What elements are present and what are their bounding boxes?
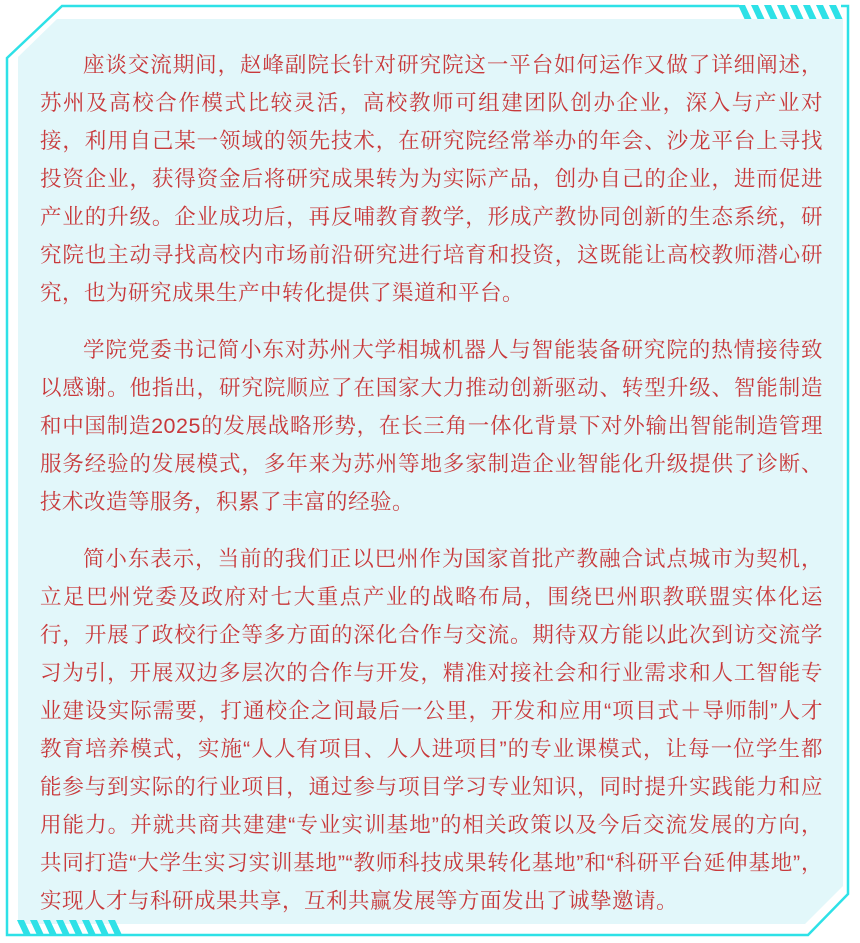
paragraph-forum-exchange: 座谈交流期间，赵峰副院长针对研究院这一平台如何运作又做了详细阐述，苏州及高校合作模式比较灵活，高校教师可组建团队创办企业，深入与产业对接，利用自己某一领域的领先技术，在研究院经常举办的年会、沙龙平台上寻找投资企业，获得资金后将研究成果转为为实际产品，创办自己的企业，进而促进产业的升级。企业成功后，再反哺教育教学，形成产教协同创新的生态系统，研究院也主动寻找高校内市场前沿研究进行培育和投资，这既能让高校教师潜心研究，也为研究成果生产中转化提供了渠道和平台。 — [40, 53, 823, 305]
slash-marks-top-right-icon — [738, 5, 843, 19]
paragraph-thanks: 学院党委书记简小东对苏州大学相城机器人与智能装备研究院的热情接待致以感谢。他指出，研究院顺应了在国家大力推动创新驱动、转型升级、智能制造和中国制造2025的发展战略形势，在长三角一体化背景下对外输出智能制造管理服务经验的发展模式，多年来为苏州等地多家制造企业智能化升级提供了诊断、技术改造等服务，积累了丰富的经验。 — [40, 338, 823, 514]
article-body — [40, 46, 823, 920]
paragraph-invitation: 简小东表示，当前的我们正以巴州作为国家首批产教融合试点城市为契机，立足巴州党委及政府对七大重点产业的战略布局，围绕巴州职教联盟实体化运行，开展了政校行企等多方面的深化合作与交流。期待双方能以此次到访交流学习为引，开展双边多层次的合作与开发，精准对接社会和行业需求和人工智能专业建设实际需要，打通校企之间最后一公里，开发和应用“项目式＋导师制”人才教育培养模式，实施“人人有项目、人人进项目”的专业课模式，让每一位学生都能参与到实际的行业项目，通过参与项目学习专业知识，同时提升实践能力和应用能力。并就共商共建建“专业实训基地”的相关政策以及今后交流发展的方向，共同打造“大学生实习实训基地”“教师科技成果转化基地”和“科研平台延伸基地”，实现人才与科研成果共享，互利共赢发展等方面发出了诚挚邀请。 — [40, 547, 823, 913]
